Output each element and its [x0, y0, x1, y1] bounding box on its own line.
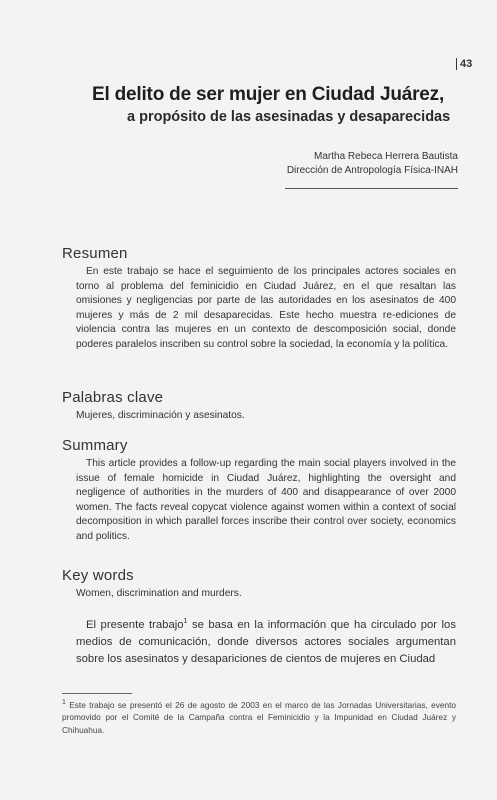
body-paragraph: [76, 617, 456, 668]
palabras-clave-text: Mujeres, discriminación y asesinatos.: [76, 410, 245, 421]
author-divider: [285, 188, 458, 189]
article-subtitle: a propósito de las asesinadas y desaparecidas: [127, 109, 451, 125]
page-number: 43: [456, 58, 472, 70]
author-name: Martha Rebeca Herrera Bautista: [314, 151, 458, 162]
footnote-marker: 1: [62, 699, 66, 707]
body-text-start: El presente trabajo: [86, 619, 184, 631]
key-words-text: Women, discrimination and murders.: [76, 588, 242, 599]
author-block: [287, 150, 458, 178]
footnote-text: Este trabajo se presentó el 26 de agosto de 2003 en el marco de las Jornadas Universitarias, evento promovido por el Comité de la Campaña contra el Feminicidio y la Impunidad en Ciudad Juárez y Chihuahua.: [62, 700, 456, 735]
footnote: [62, 699, 456, 736]
author-affiliation: Dirección de Antropología Física-INAH: [286, 165, 458, 176]
footnote-reference[interactable]: 1: [183, 618, 188, 626]
resumen-heading: Resumen: [62, 245, 128, 262]
article-title: El delito de ser mujer en Ciudad Juárez,: [92, 84, 445, 105]
resumen-text: En este trabajo se hace el seguimiento de los principales actores sociales en torno al problema del feminicidio en Ciudad Juárez, en el que resaltan las omisiones y negligencias por parte de las autoridades en los asesinatos de 400 mujeres y más de 2 mil desaparecidas. Este hecho muestra re-ediciones de violencia contra las mujeres en un contexto de descomposición social, donde poderes paralelos inscriben su control sobre la sociedad, la economía y la política.: [76, 266, 456, 350]
footnote-divider: [62, 693, 132, 694]
summary-text: This article provides a follow-up regarding the main social players involved in the issue of female homicide in Ciudad Juárez, highlighting the oversight and negligence of authorities in the murders of 400 and disappearance of over 2000 women. The facts reveal copycat violence against women within a context of social decomposition in which parallel forces inscribe their control over society, economics and politics.: [76, 458, 456, 542]
palabras-clave-heading: Palabras clave: [62, 389, 164, 406]
summary-heading: Summary: [62, 437, 128, 454]
body-text-rest: se basa en la información que ha circulado por los medios de comunicación, donde diversos actores sociales argumentan sobre los asesinatos y desapariciones de cientos de mujeres en Ciudad: [76, 619, 456, 665]
key-words-heading: Key words: [62, 567, 134, 584]
